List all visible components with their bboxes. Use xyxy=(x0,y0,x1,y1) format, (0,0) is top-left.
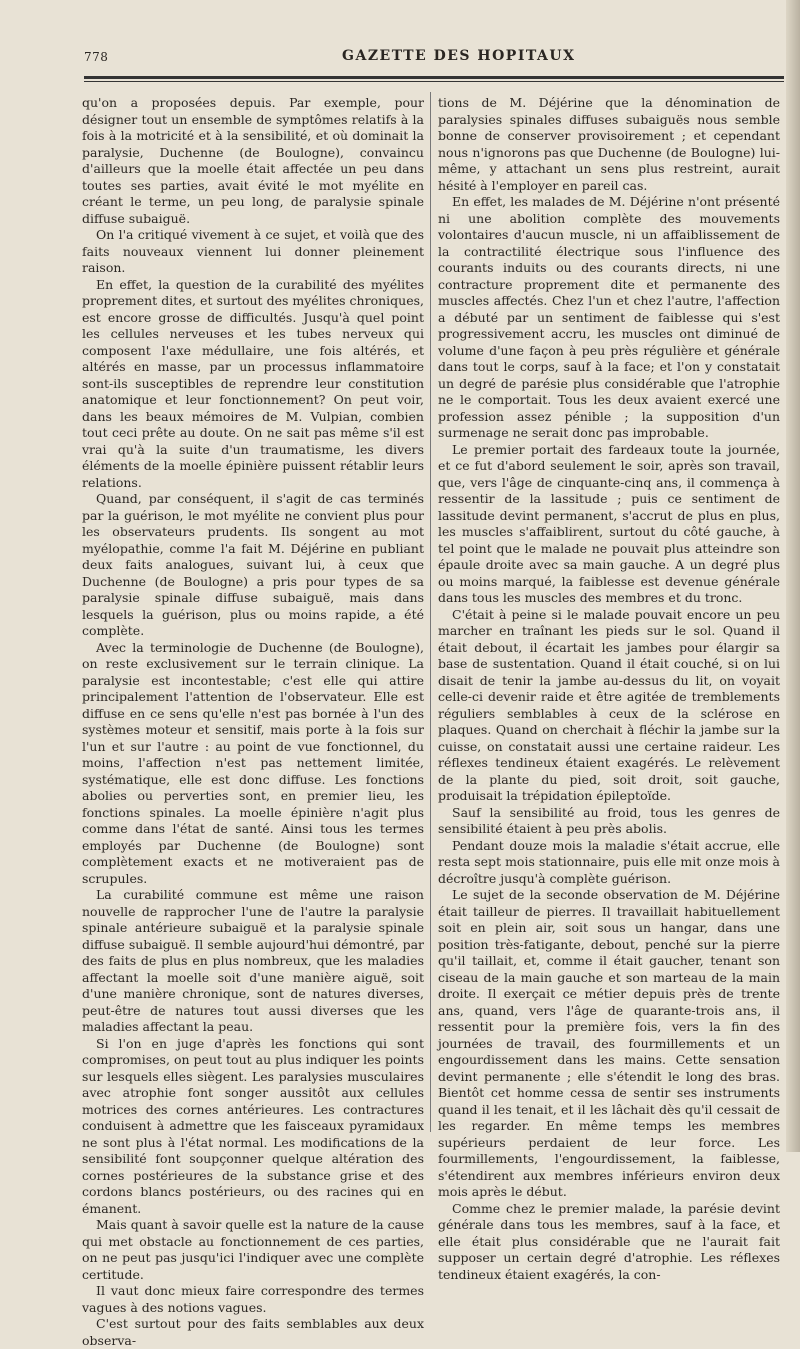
paragraph: tions de M. Déjérine que la dénomination de paralysies spinales diffuses subaiguës nous semble bonne de conserver provisoirement ; et cependant nous n'ignorons pas que Duchenne (de Boulogne) lui-même, y attachant un sens plus restreint, aurait hésité à l'employer en pareil cas. xyxy=(438,95,780,193)
page-header xyxy=(84,46,784,70)
journal-title: GAZETTE DES HOPITAUX xyxy=(342,48,576,64)
column-divider xyxy=(430,92,431,1132)
header-rule-thick xyxy=(84,76,784,79)
text-column-right xyxy=(438,95,780,1283)
paragraph: Le premier portait des fardeaux toute la journée, et ce fut d'abord seulement le soir, après son travail, que, vers l'âge de cinquante-cinq ans, il commença à ressentir de la lassitude ; puis ce sentiment de lassitude devint permanent, s'accrut de plus en plus, les muscles s'affaiblirent, surtout du côté gauche, à tel point que le malade ne pouvait plus atteindre son épaule droite avec sa main gauche. A un degré plus ou moins marqué, la faiblesse est devenue générale dans tous les muscles des membres et du tronc. xyxy=(438,441,780,605)
paragraph: C'est surtout pour des faits semblables aux deux observa- xyxy=(82,1316,424,1348)
paragraph: Sauf la sensibilité au froid, tous les genres de sensibilité étaient à peu près abolis. xyxy=(438,804,780,836)
paragraph: Le sujet de la seconde observation de M. Déjérine était tailleur de pierres. Il travaillait habituellement soit en plein air, soit sous un hangar, dans une position très-fatigante, debout, penché sur la pierre qu'il taillait, et, comme il était gaucher, tenant son ciseau de la main gauche et son marteau de la main droite. Il exerçait ce métier depuis près de trente ans, quand, vers l'âge de quarante-trois ans, il ressentit pour la première fois, vers la fin des journées de travail, des fourmillements et un engourdissement dans les mains. Cette sensation devint permanente ; elle s'étendit le long des bras. Bientôt cet homme cessa de sentir ses instruments quand il les tenait, et il les lâchait dès qu'il cessait de les regarder. En même temps les membres supérieurs perdaient de leur force. Les fourmillements, l'engourdissement, la faiblesse, s'étendirent aux membres inférieurs environ deux mois après le début. xyxy=(438,887,780,1199)
paragraph: On l'a critiqué vivement à ce sujet, et voilà que des faits nouveaux viennent lui donner pleinement raison. xyxy=(82,227,424,275)
paragraph: La curabilité commune est même une raison nouvelle de rapprocher l'une de l'autre la paralysie spinale antérieure subaiguë et la paralysie spinale diffuse subaiguë. Il semble aujourd'hui démontré, par des faits de plus en plus nombreux, que les maladies affectant la moelle soit d'une manière aiguë, soit d'une manière chronique, sont de natures diverses, peut-être de natures tout aussi diverses que les maladies affectant la peau. xyxy=(82,887,424,1034)
paragraph: Comme chez le premier malade, la parésie devint générale dans tous les membres, sauf à la face, et elle était plus considérable que ne l'aurait fait supposer un certain degré d'atrophie. Les réflexes tendineux étaient exagérés, la con- xyxy=(438,1200,780,1282)
text-column-left xyxy=(82,95,424,1349)
page-edge-shadow xyxy=(786,0,800,1152)
paragraph: En effet, les malades de M. Déjérine n'ont présenté ni une abolition complète des mouvements volontaires d'aucun muscle, ni un affaiblissement de la contractilité électrique sous l'influence des courants induits ou des courants directs, ni une contracture proprement dite et permanente des muscles affectés. Chez l'un et chez l'autre, l'affection a débuté par un sentiment de faiblesse qui s'est progressivement accru, les muscles ont diminué de volume d'une façon à peu près régulière et générale dans tout le corps, sauf à la face; et l'on y constatait un degré de parésie plus considérable que l'atrophie ne le comportait. Tous les deux avaient exercé une profession assez pénible ; la supposition d'un surmenage ne serait donc pas improbable. xyxy=(438,194,780,440)
paragraph: qu'on a proposées depuis. Par exemple, pour désigner tout un ensemble de symptômes relatifs à la fois à la motricité et à la sensibilité, et où dominait la paralysie, Duchenne (de Boulogne), convaincu d'ailleurs que la moelle était affectée un peu dans toutes ses parties, avait évité le mot myélite en créant le terme, un peu long, de paralysie spinale diffuse subaiguë. xyxy=(82,95,424,226)
paragraph: Il vaut donc mieux faire correspondre des termes vagues à des notions vagues. xyxy=(82,1283,424,1315)
paragraph: Mais quant à savoir quelle est la nature de la cause qui met obstacle au fonctionnement de ces parties, on ne peut pas jusqu'ici l'indiquer avec une complète certitude. xyxy=(82,1217,424,1282)
header-rule-thin xyxy=(84,81,784,82)
paragraph: Si l'on en juge d'après les fonctions qui sont compromises, on peut tout au plus indiquer les points sur lesquels elles siègent. Les paralysies musculaires avec atrophie font songer aussitôt aux cellules motrices des cornes antérieures. Les contractures conduisent à admettre que les faisceaux pyramidaux ne sont plus à l'état normal. Les modifications de la sensibilité font soupçonner quelque altération des cornes postérieures de la substance grise et des cordons blancs postérieurs, ou des racines qui en émanent. xyxy=(82,1035,424,1216)
page-number: 778 xyxy=(84,50,109,64)
paragraph: En effet, la question de la curabilité des myélites proprement dites, et surtout des myélites chroniques, est encore grosse de difficultés. Jusqu'à quel point les cellules nerveuses et les tubes nerveux qui composent l'axe médullaire, une fois altérés, et altérés en masse, par un processus inflammatoire sont-ils susceptibles de reprendre leur constitution anatomique et leur fonctionnement? On peut voir, dans les beaux mémoires de M. Vulpian, combien tout ceci prête au doute. On ne sait pas même s'il est vrai qu'à la suite d'un traumatisme, les divers éléments de la moelle épinière puissent rétablir leurs relations. xyxy=(82,276,424,490)
paragraph: C'était à peine si le malade pouvait encore un peu marcher en traînant les pieds sur le sol. Quand il était debout, il écartait les jambes pour élargir sa base de sustentation. Quand il était couché, si on lui disait de tenir la jambe au-dessus du lit, on voyait celle-ci devenir raide et être agitée de tremblements réguliers semblables à ceux de la sclérose en plaques. Quand on cherchait à fléchir la jambe sur la cuisse, on constatait aussi une certaine raideur. Les réflexes tendineux étaient exagérés. Le relèvement de la plante du pied, soit droit, soit gauche, produisait la trépidation épileptoïde. xyxy=(438,606,780,803)
paragraph: Pendant douze mois la maladie s'était accrue, elle resta sept mois stationnaire, puis elle mit onze mois à décroître jusqu'à complète guérison. xyxy=(438,837,780,886)
paragraph: Quand, par conséquent, il s'agit de cas terminés par la guérison, le mot myélite ne convient plus pour les observateurs prudents. Ils songent au mot myélopathie, comme l'a fait M. Déjérine en publiant deux faits analogues, suivant lui, à ceux que Duchenne (de Boulogne) a pris pour types de sa paralysie spinale diffuse subaiguë, mais dans lesquels la guérison, plus ou moins rapide, a été complète. xyxy=(82,491,424,638)
paragraph: Avec la terminologie de Duchenne (de Boulogne), on reste exclusivement sur le terrain clinique. La paralysie est incontestable; c'est elle qui attire principalement l'attention de l'observateur. Elle est diffuse en ce sens qu'elle n'est pas bornée à l'un des systèmes moteur et sensitif, mais porte à la fois sur l'un et sur l'autre : au point de vue fonctionnel, du moins, l'affection n'est pas nettement limitée, systématique, elle est donc diffuse. Les fonctions abolies ou perverties sont, en premier lieu, les fonctions spinales. La moelle épinière n'agit plus comme dans l'état de santé. Ainsi tous les termes employés par Duchenne (de Boulogne) sont complètement exacts et ne motiveraient pas de scrupules. xyxy=(82,639,424,886)
